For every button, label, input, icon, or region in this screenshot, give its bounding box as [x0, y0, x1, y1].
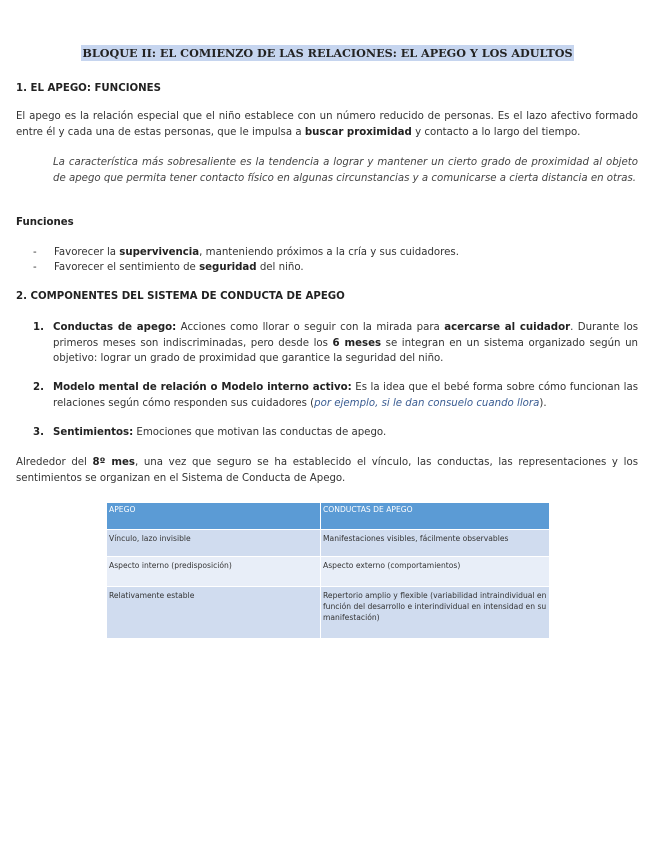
- function-text-post: del niño.: [256, 262, 304, 273]
- function-text-pre: Favorecer el sentimiento de: [54, 262, 200, 273]
- closing-paragraph: [16, 455, 638, 486]
- function-item: [33, 260, 304, 276]
- item-text: Emociones que motivan las conductas de apego.: [133, 427, 387, 438]
- table-cell: Vínculo, lazo invisible: [107, 530, 321, 557]
- document-title: [0, 46, 655, 60]
- function-item: [33, 245, 459, 261]
- item-number: 1.: [33, 322, 44, 333]
- intro-bold: buscar proximidad: [304, 126, 412, 138]
- bullet-dash: -: [33, 247, 37, 258]
- intro-text-2: y contacto a lo largo del tiempo.: [411, 126, 581, 138]
- item-text: Es la idea que el bebé forma sobre cómo funcionan las relaciones según cómo responden sus cuidadores (: [53, 382, 639, 409]
- item-bold-label: Sentimientos:: [53, 427, 134, 438]
- table-header-cell: CONDUCTAS DE APEGO: [321, 503, 550, 530]
- component-item-2: [33, 380, 638, 411]
- table-row: [107, 557, 550, 587]
- item-text: ).: [539, 397, 547, 409]
- item-bold-label: Modelo mental de relación o Modelo interno activo:: [53, 382, 352, 393]
- table-cell: Aspecto interno (predisposición): [107, 557, 321, 587]
- apego-comparison-table: [106, 502, 550, 639]
- functions-heading: Funciones: [16, 217, 74, 228]
- table-cell: Aspecto externo (comportamientos): [321, 557, 550, 587]
- apego-quote: La característica más sobresaliente es la tendencia a lograr y mantener un cierto grado de proximidad al objeto de apego que permita tener contacto físico en algunas circunstancias y a comunicarse a cierta distancia en otras.: [53, 157, 638, 184]
- table-row: [107, 587, 550, 639]
- intro-text-1: El apego es la relación especial que el niño establece con un número reducido de personas. Es el lazo afectivo formado entre él y cada una de estas personas, que le impulsa a: [16, 111, 638, 138]
- closing-text-post: , una vez que seguro se ha establecido el vínculo, las conductas, las representaciones y los sentimientos se organizan en el Sistema de Conducta de Apego.: [16, 457, 638, 484]
- function-text-bold: seguridad: [199, 262, 257, 273]
- function-text-bold: supervivencia: [119, 247, 200, 258]
- closing-bold: 8º mes: [92, 457, 135, 468]
- bullet-dash: -: [33, 262, 37, 273]
- component-item-1: [33, 320, 638, 367]
- section-2-heading: 2. COMPONENTES DEL SISTEMA DE CONDUCTA DE APEGO: [16, 291, 345, 302]
- item-bold: acercarse al cuidador: [444, 322, 571, 333]
- table-cell: Repertorio amplio y flexible (variabilidad intraindividual en función del desarrollo e interindividual en intensidad en su manifestación): [321, 587, 550, 639]
- item-bold-label: Conductas de apego:: [53, 322, 177, 333]
- table-row: [107, 530, 550, 557]
- closing-text-pre: Alrededor del: [16, 457, 93, 468]
- item-bold: 6 meses: [332, 337, 382, 349]
- item-text: . Durante los primeros meses son indiscriminadas, pero desde los: [53, 322, 639, 349]
- table-header-cell: APEGO: [107, 503, 321, 530]
- function-text-post: , manteniendo próximos a la cría y sus cuidadores.: [199, 247, 459, 258]
- table-cell: Manifestaciones visibles, fácilmente observables: [321, 530, 550, 557]
- section-1-heading: 1. EL APEGO: FUNCIONES: [16, 83, 161, 94]
- function-text-pre: Favorecer la: [54, 247, 120, 258]
- table-cell: Relativamente estable: [107, 587, 321, 639]
- item-text: se integran en un sistema organizado según un objetivo: lograr un grado de proximidad que garantice la seguridad del niño.: [53, 337, 638, 364]
- item-text: Acciones como llorar o seguir con la mirada para: [176, 322, 445, 333]
- document-title-text: BLOQUE II: EL COMIENZO DE LAS RELACIONES: EL APEGO Y LOS ADULTOS: [82, 46, 573, 60]
- item-number: 3.: [33, 427, 44, 438]
- item-italic-example: por ejemplo, si le dan consuelo cuando llora: [314, 397, 540, 409]
- item-number: 2.: [33, 382, 44, 393]
- apego-intro-paragraph: [16, 109, 638, 140]
- table-header-row: [107, 503, 550, 530]
- component-item-3: [33, 425, 638, 441]
